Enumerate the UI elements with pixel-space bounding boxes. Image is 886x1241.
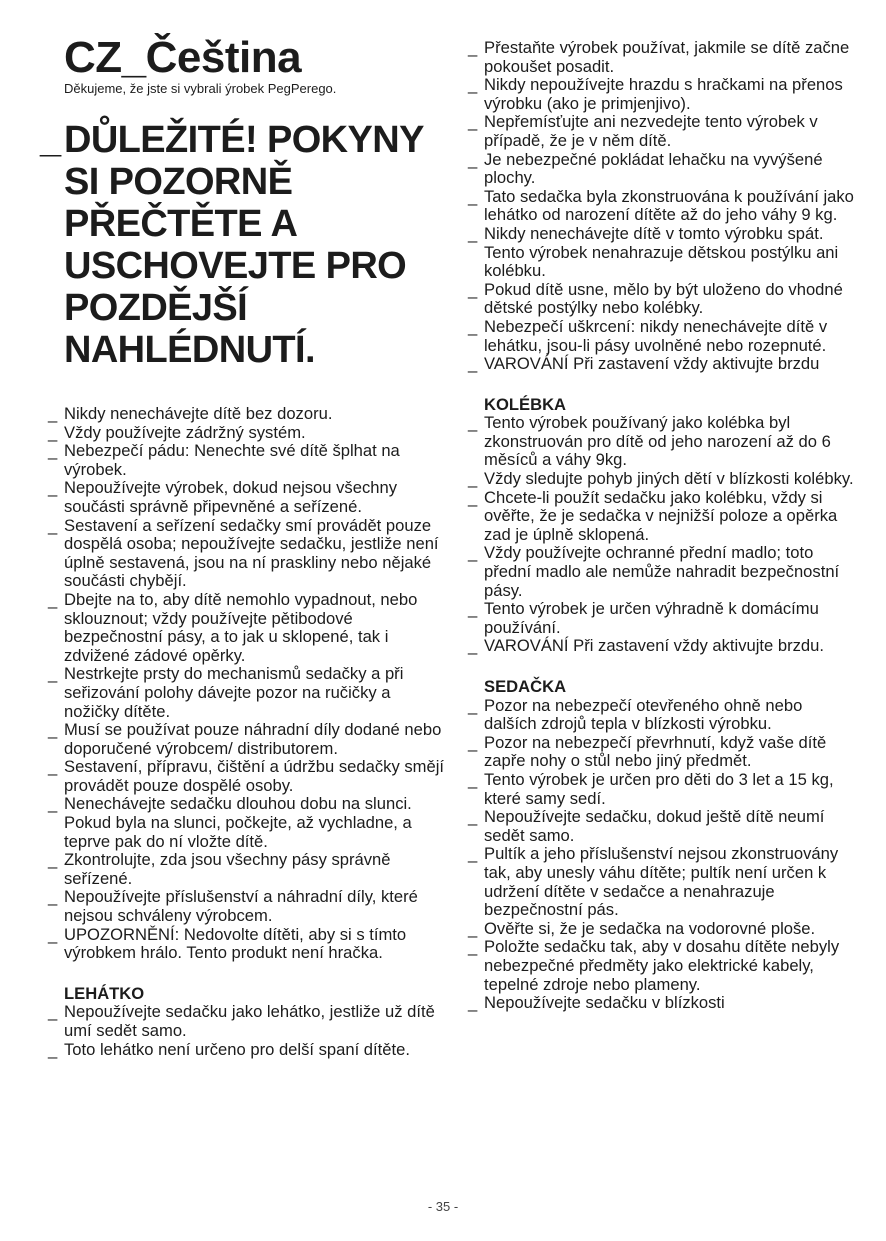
list-item: _ Vždy používejte zádržný systém. <box>46 424 446 443</box>
list-item: _ Pultík a jeho příslušenství nejsou zkonstruovány tak, aby unesly váhu dítěte; pultík není určen k udržení dítěte v sedačce a nenahrazuje bezpečnostní pás. <box>466 845 856 919</box>
list-item: _ Vždy sledujte pohyb jiných dětí v blízkosti kolébky. <box>466 470 856 489</box>
important-warning <box>40 113 460 371</box>
list-item: _ Nebezpečí uškrcení: nikdy nenechávejte dítě v lehátku, jsou-li pásy uvolněné nebo rozepnuté. <box>466 318 856 355</box>
warning-heading: DŮLEŽITÉ! POKYNY SI POZORNĚ PŘEČTĚTE A USCHOVEJTE PRO POZDĚJŠÍ NAHLÉDNUTÍ. <box>64 119 424 371</box>
list-item: _ Tato sedačka byla zkonstruována k používání jako lehátko od narození dítěte až do jeho váhy 9 kg. <box>466 188 856 225</box>
lehatko-list <box>46 1003 446 1059</box>
section-heading-sedacka: SEDAČKA <box>484 677 567 696</box>
right-column <box>466 39 856 1013</box>
left-column <box>46 405 446 1059</box>
thanks-note: Děkujeme, že jste si vybrali ýrobek PegPerego. <box>64 81 337 96</box>
list-item: _ Nepoužívejte příslušenství a náhradní díly, které nejsou schváleny výrobcem. <box>46 888 446 925</box>
kolebka-list <box>466 414 856 656</box>
list-item: _ Nepoužívejte sedačku jako lehátko, jestliže už dítě umí sedět samo. <box>46 1003 446 1040</box>
list-item: _ Nepřemísťujte ani nezvedejte tento výrobek v případě, že je v něm dítě. <box>466 113 856 150</box>
list-item: _ Tento výrobek je určen výhradně k domácímu používání. <box>466 600 856 637</box>
list-item: _ Nepoužívejte sedačku, dokud ještě dítě neumí sedět samo. <box>466 808 856 845</box>
list-item: _ Nenechávejte sedačku dlouhou dobu na slunci. Pokud byla na slunci, počkejte, až vychladne, a teprve pak do ní vložte dítě. <box>46 795 446 851</box>
section-heading-kolebka: KOLÉBKA <box>484 394 567 414</box>
list-item: _ Sestavení a seřízení sedačky smí provádět pouze dospělá osoba; nepoužívejte sedačku, jestliže není úplně sestavená, jsou na ní praskliny nebo nějaké součásti chybějí. <box>46 517 446 591</box>
list-item: _ Chcete-li použít sedačku jako kolébku, vždy si ověřte, že je sedačka v nejnižší poloze a opěrka zad je úplně sklopená. <box>466 489 856 545</box>
list-item: _ Přestaňte výrobek používat, jakmile se dítě začne pokoušet posadit. <box>466 39 856 76</box>
list-item: _ Nepoužívejte sedačku v blízkosti <box>466 994 856 1013</box>
list-item: _ Nepoužívejte výrobek, dokud nejsou všechny součásti správně připevněné a seřízené. <box>46 479 446 516</box>
list-item: _ Zkontrolujte, zda jsou všechny pásy správně seřízené. <box>46 851 446 888</box>
list-item: _ Vždy používejte ochranné přední madlo; toto přední madlo ale nemůže nahradit bezpečnostní pásy. <box>466 544 856 600</box>
page-title: CZ_Čeština <box>64 33 302 82</box>
list-item: _ Nikdy nepoužívejte hrazdu s hračkami na přenos výrobku (ako je primjenjivo). <box>466 76 856 113</box>
list-item: _ Pokud dítě usne, mělo by být uloženo do vhodné dětské postýlky nebo kolébky. <box>466 281 856 318</box>
lehatko-continued-list <box>466 39 856 374</box>
page-number: - 35 - <box>427 1199 459 1214</box>
list-item: _ Pozor na nebezpečí převrhnutí, když vaše dítě zapře nohy o stůl nebo jiný předmět. <box>466 734 856 771</box>
list-item: _ Pozor na nebezpečí otevřeného ohně nebo dalších zdrojů tepla v blízkosti výrobku. <box>466 697 856 734</box>
general-list <box>46 405 446 963</box>
sedacka-list <box>466 697 856 1013</box>
list-item: _ UPOZORNĚNÍ: Nedovolte dítěti, aby si s tímto výrobkem hrálo. Tento produkt není hračka. <box>46 926 446 963</box>
list-item: _ Nikdy nenechávejte dítě v tomto výrobku spát. Tento výrobek nenahrazuje dětskou postýlku ani kolébku. <box>466 225 856 281</box>
list-item: _ VAROVÁNÍ Při zastavení vždy aktivujte brzdu. <box>466 637 856 656</box>
list-item: _ Je nebezpečné pokládat lehačku na vyvýšené plochy. <box>466 151 856 188</box>
list-item: _ Ověřte si, že je sedačka na vodorovné ploše. <box>466 920 856 939</box>
list-item: _ Nestrkejte prsty do mechanismů sedačky a při seřizování polohy dávejte pozor na ručičky a nožičky dítěte. <box>46 665 446 721</box>
list-item: _ Tento výrobek používaný jako kolébka byl zkonstruován pro dítě od jeho narození až do 6 měsíců a váhy 9kg. <box>466 414 856 470</box>
list-item: _ Toto lehátko není určeno pro delší spaní dítěte. <box>46 1041 446 1060</box>
list-item: _ Nikdy nenechávejte dítě bez dozoru. <box>46 405 446 424</box>
list-item: _ Nebezpečí pádu: Nenechte své dítě šplhat na výrobek. <box>46 442 446 479</box>
section-heading-lehatko: LEHÁTKO <box>64 983 145 1003</box>
list-item: _ Položte sedačku tak, aby v dosahu dítěte nebyly nebezpečné předměty jako elektrické kabely, tepelné zdroje nebo plameny. <box>466 938 856 994</box>
list-item: _ Dbejte na to, aby dítě nemohlo vypadnout, nebo sklouznout; vždy používejte pětibodové bezpečnostní pásy, a to jak u sklopené, tak i zdvižené zádové opěrky. <box>46 591 446 665</box>
list-item: _ Tento výrobek je určen pro děti do 3 let a 15 kg, které samy sedí. <box>466 771 856 808</box>
list-item: _ Sestavení, přípravu, čištění a údržbu sedačky smějí provádět pouze dospělé osoby. <box>46 758 446 795</box>
warning-dash: _ <box>40 119 62 161</box>
list-item: _ Musí se používat pouze náhradní díly dodané nebo doporučené výrobcem/ distributorem. <box>46 721 446 758</box>
list-item: _ VAROVÁNÍ Při zastavení vždy aktivujte brzdu <box>466 355 856 374</box>
